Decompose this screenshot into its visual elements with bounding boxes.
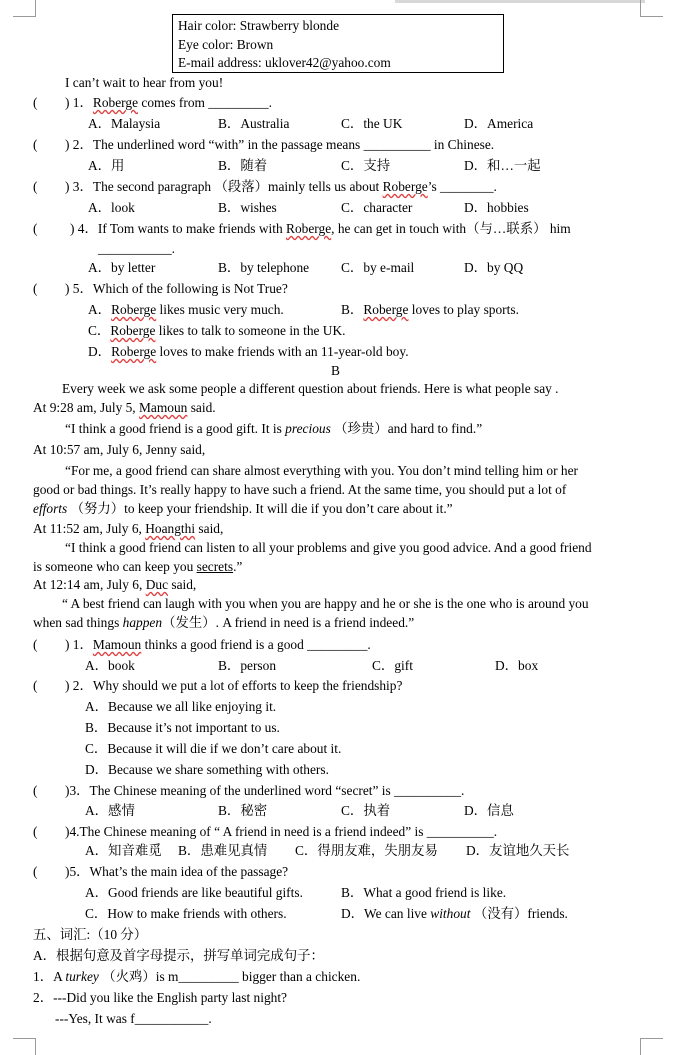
answer-paren: ( (33, 678, 38, 693)
profile-info-box (172, 14, 504, 73)
option: C．得朋友难，失朋友易 (295, 843, 438, 858)
question-4: )4.The Chinese meaning of “ A friend in need is a friend indeed” is __________. (65, 824, 498, 839)
speaker-quote: good or bad things. It’s really happy to have such a friend. At the same time, you should put a lot of (33, 482, 567, 497)
vocab-sentence-2-answer: ---Yes, It was f___________. (55, 1011, 212, 1026)
answer-paren: ( (33, 137, 38, 152)
speaker-quote: “For me, a good friend can share almost everything with you. You don’t mind telling him or her (65, 463, 578, 478)
option: B．Australia (218, 116, 290, 131)
option: D．by QQ (464, 260, 524, 275)
question-5: )5．What’s the main idea of the passage? (65, 864, 289, 879)
option: A．感情 (85, 803, 135, 818)
option: D．和…一起 (464, 158, 541, 173)
answer-paren: ( (33, 637, 38, 652)
speaker-quote: efforts （努力）to keep your friendship. It will die if you don’t care about it.” (33, 501, 453, 516)
option: C．执着 (341, 803, 391, 818)
option: A．look (88, 200, 135, 215)
passage-closing-line: I can’t wait to hear from you! (65, 75, 224, 90)
option: D．Roberge loves to make friends with an 11-year-old boy. (88, 344, 409, 359)
section-label: B (331, 363, 340, 378)
page-corner-mark (13, 0, 36, 17)
answer-paren: ( (33, 281, 38, 296)
speaker-heading: At 12:14 am, July 6, Duc said, (33, 577, 197, 592)
page-corner-mark (640, 0, 663, 17)
section-title: 五、词汇:（10 分） (33, 927, 148, 942)
option: A．知音难觅 (85, 843, 162, 858)
option: C．gift (372, 658, 413, 673)
vocab-sentence-2: 2．---Did you like the English party last night? (33, 990, 288, 1005)
option: D．box (495, 658, 539, 673)
question-5: ) 5．Which of the following is Not True? (65, 281, 288, 296)
answer-paren: ( (33, 864, 38, 879)
question-1: ) 1．Roberge comes from _________. (65, 95, 272, 110)
option: D．Because we share something with others. (85, 762, 329, 777)
option: B．wishes (218, 200, 277, 215)
option: A．Because we all like enjoying it. (85, 699, 277, 714)
option: C．How to make friends with others. (85, 906, 287, 921)
option: C．by e-mail (341, 260, 415, 275)
option: B．by telephone (218, 260, 310, 275)
question-4: ) 4．If Tom wants to make friends with Roberge, he can get in touch with（与…联系） him (70, 221, 571, 236)
option: C．Roberge likes to talk to someone in the UK. (88, 323, 346, 338)
passage-intro: Every week we ask some people a different question about friends. Here is what people say . (62, 381, 559, 396)
speaker-quote: “ A best friend can laugh with you when you are happy and he or she is the one who is around you (62, 596, 589, 611)
option: C．Because it will die if we don’t care about it. (85, 741, 342, 756)
answer-blank: ___________. (98, 241, 175, 256)
speaker-heading: At 11:52 am, July 6, Hoangthi said, (33, 521, 224, 536)
option: D．We can live without （没有）friends. (341, 906, 568, 921)
question-3: ) 3．The second paragraph （段落）mainly tells us about Roberge’s ________. (65, 179, 497, 194)
speaker-quote: when sad things happen（发生）. A friend in need is a friend indeed.” (33, 615, 415, 630)
option: B．随着 (218, 158, 268, 173)
question-2: ) 2．Why should we put a lot of efforts to keep the friendship? (65, 678, 403, 693)
option: B．Because it’s not important to us. (85, 720, 280, 735)
option: D．信息 (464, 803, 514, 818)
answer-paren: ( (33, 783, 38, 798)
page-corner-mark (13, 1038, 36, 1055)
speaker-heading: At 10:57 am, July 6, Jenny said, (33, 442, 206, 457)
option: D．America (464, 116, 534, 131)
option: A．Malaysia (88, 116, 161, 131)
page-corner-mark (640, 1038, 663, 1055)
option: B．患难见真情 (178, 843, 268, 858)
question-3: )3．The Chinese meaning of the underlined word “secret” is __________. (65, 783, 465, 798)
option: B．person (218, 658, 277, 673)
option: B．What a good friend is like. (341, 885, 507, 900)
vocab-sentence-1: 1．A turkey （火鸡）is m_________ bigger than a chicken. (33, 969, 361, 984)
speaker-quote: is someone who can keep you secrets.” (33, 559, 243, 574)
option: C．the UK (341, 116, 403, 131)
option: D．友谊地久天长 (466, 843, 570, 858)
answer-paren: ( (33, 221, 38, 236)
option: A．book (85, 658, 135, 673)
answer-paren: ( (33, 824, 38, 839)
option: A．Roberge likes music very much. (88, 302, 284, 317)
speaker-quote: “I think a good friend is a good gift. It is precious （珍贵）and hard to find.” (65, 421, 483, 436)
email-line: E-mail address: uklover42@yahoo.com (178, 55, 391, 70)
question-2: ) 2．The underlined word “with” in the passage means __________ in Chinese. (65, 137, 495, 152)
option: C．character (341, 200, 413, 215)
hair-color-line: Hair color: Strawberry blonde (178, 18, 340, 33)
answer-paren: ( (33, 179, 38, 194)
section-instruction: A．根据句意及首字母提示，拼写单词完成句子： (33, 948, 324, 963)
horizontal-scrollbar[interactable] (395, 0, 645, 3)
speaker-quote: “I think a good friend can listen to all your problems and give you good advice. And a good friend (65, 540, 592, 555)
option: A．Good friends are like beautiful gifts. (85, 885, 303, 900)
question-1: ) 1．Mamoun thinks a good friend is a good _________. (65, 637, 371, 652)
option: A．by letter (88, 260, 156, 275)
eye-color-line: Eye color: Brown (178, 36, 274, 52)
answer-paren: ( (33, 95, 38, 110)
option: A．用 (88, 158, 125, 173)
speaker-heading: At 9:28 am, July 5, Mamoun said. (33, 400, 216, 415)
option: D．hobbies (464, 200, 529, 215)
option: C．支持 (341, 158, 391, 173)
option: B．Roberge loves to play sports. (341, 302, 519, 317)
option: B．秘密 (218, 803, 268, 818)
